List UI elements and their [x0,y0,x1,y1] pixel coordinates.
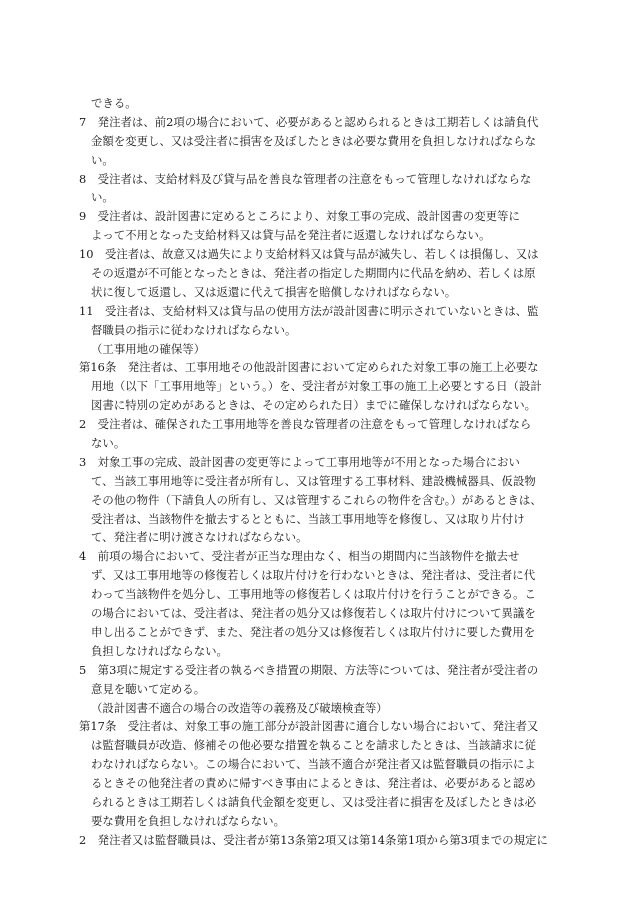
text-line: 10 受注者は、故意又は過失により支給材料又は貸与品が滅失し、若しくは損傷し、又は [79,247,539,262]
text-line: わって当該物件を処分し、工事用地等の修復若しくは取片付けを行うことができる。こ [91,587,536,602]
text-line: て、当該工事用地等に受注者が所有し、又は管理する工事材料、建設機械器具、仮設物 [91,473,536,488]
text-line: その返還が不可能となったときは、発注者の指定した期間内に代品を納め、若しくは原 [91,266,536,281]
item-15-8 [79,170,555,208]
text-line: 意見を聴いて定める。 [91,681,206,696]
text-line: 申し出ることができず、また、発注者の処分又は修復若しくは取片付けに要した費用を [91,624,536,639]
text-line: い。 [91,190,114,205]
text-line: 8 受注者は、支給材料及び貸与品を善良な管理者の注意をもって管理しなければならな [79,171,532,186]
text-line: （工事用地の確保等） [91,341,206,356]
item-15-9 [79,207,555,245]
text-line: 2 受注者は、確保された工事用地等を善良な管理者の注意をもって管理しなければなら [79,417,532,432]
item-15-6-continued [79,94,555,113]
text-line: 図書に特別の定めがあるときは、その定められた日）までに確保しなければならない。 [91,398,537,413]
text-line: 11 受注者は、支給材料又は貸与品の使用方法が設計図書に明示されていないときは、監 [79,303,539,318]
text-line: ない。 [91,436,126,451]
text-line: るときその他発注者の責めに帰すべき事由によるときは、発注者は、必要があると認め [91,776,536,791]
text-line: の場合においては、受注者は、発注者の処分又は修復若しくは取片付けについて異議を [91,606,536,621]
article-16-2 [79,415,555,453]
text-line: 要な費用を負担しなければならない。 [91,813,285,828]
text-line: 3 対象工事の完成、設計図書の変更等によって工事用地等が不用となった場合におい [79,454,520,469]
text-line: て、発注者に明け渡さなければならない。 [91,530,308,545]
item-15-7 [79,113,555,170]
article-16-1 [79,358,555,415]
text-line: その他の物件（下請負人の所有し、又は管理するこれらの物件を含む。）があるときは、 [91,492,542,507]
article-16-5 [79,661,555,699]
text-line: い。 [91,152,114,167]
text-line: 2 発注者又は監督職員は、受注者が第13条第2項又は第14条第1項から第3項までの規定に [79,832,548,847]
text-line: （設計図書不適合の場合の改造等の義務及び破壊検査等） [91,700,388,715]
text-line: 5 第3項に規定する受注者の執るべき措置の期限、方法等については、発注者が受注者の [79,662,539,677]
text-line: られるときは工期若しくは請負代金額を変更し、又は受注者に損害を及ぼしたときは必 [91,794,537,809]
document-body [79,94,555,850]
heading-article-17 [79,699,555,718]
text-line: 9 受注者は、設計図書に定めるところにより、対象工事の完成、設計図書の変更等に [79,209,520,224]
text-line: わなければならない。この場合において、当該不適合が発注者又は監督職員の指示によ [91,757,536,772]
text-line: 4 前項の場合において、受注者が正当な理由なく、相当の期間内に当該物件を撤去せ [79,549,520,564]
article-16-3 [79,453,555,547]
text-line: よって不用となった支給材料又は貸与品を発注者に返還しなければならない。 [91,228,491,243]
text-line: は監督職員が改造、修補その他必要な措置を執ることを請求したときは、当該請求に従 [91,738,537,753]
text-line: ず、又は工事用地等の修復若しくは取片付けを行わないときは、発注者は、受注者に代 [91,568,536,583]
text-line: 金額を変更し、又は受注者に損害を及ぼしたときは必要な費用を負担しなければならな [91,133,537,148]
article-17-2 [79,831,555,850]
heading-article-16 [79,340,555,359]
item-15-11 [79,302,555,340]
text-line: 第16条 発注者は、工事用地その他設計図書において定められた対象工事の施工上必要な [79,360,539,375]
text-line: 督職員の指示に従わなければならない。 [91,322,297,337]
text-line: 用地（以下「工事用地等」という。）を、受注者が対象工事の施工上必要とする日（設計 [91,379,542,394]
text-line: 第17条 受注者は、対象工事の施工部分が設計図書に適合しない場合において、発注者又 [79,719,539,734]
text-line: できる。 [91,96,137,110]
text-line: 状に復して返還し、又は返還に代えて損害を賠償しなければならない。 [91,284,457,299]
text-line: 受注者は、当該物件を撤去するとともに、当該工事用地等を修復し、又は取り片付け [91,511,525,526]
item-15-10 [79,245,555,302]
text-line: 7 発注者は、前2項の場合において、必要があると認められるときは工期若しくは請負代 [79,114,539,129]
text-line: 負担しなければならない。 [91,643,228,658]
article-16-4 [79,547,555,660]
article-17-1 [79,717,555,830]
